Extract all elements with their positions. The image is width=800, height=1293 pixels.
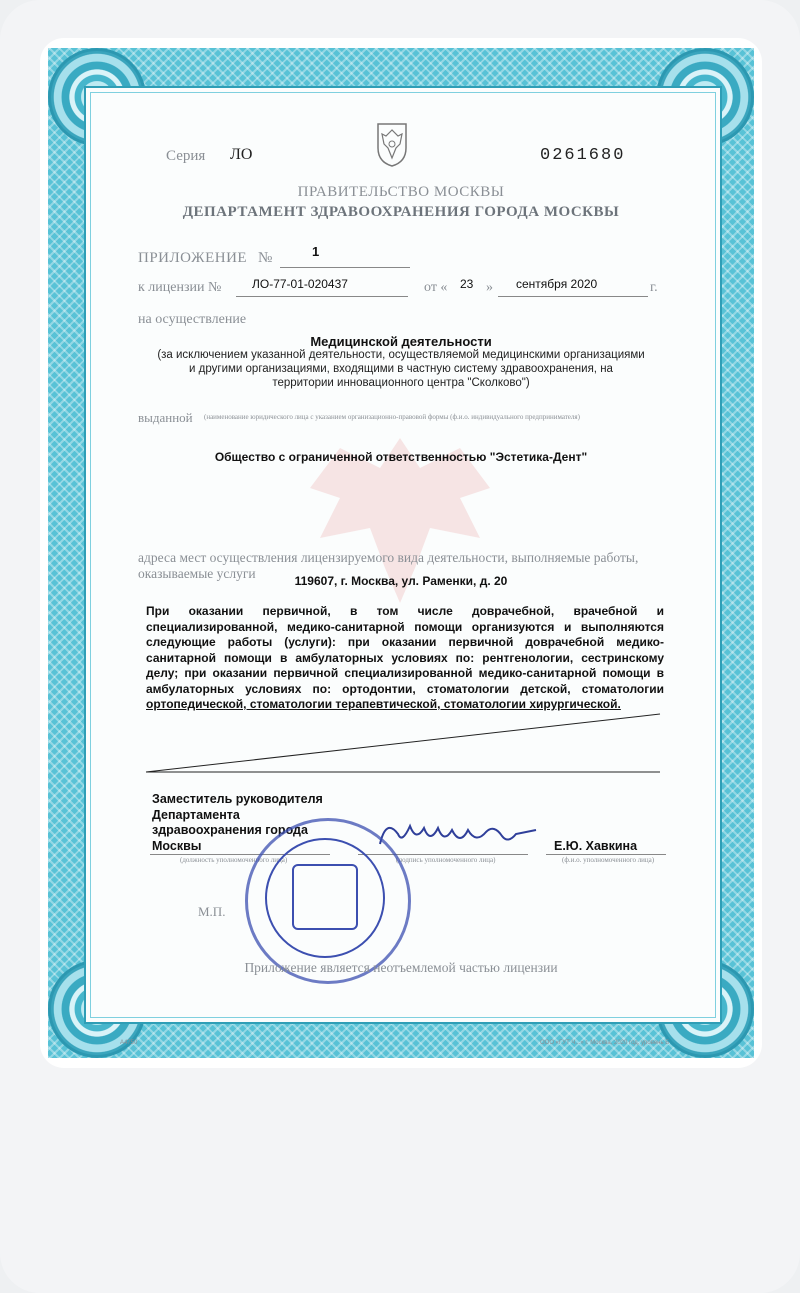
address-value: 119607, г. Москва, ул. Раменки, д. 20 [294,574,508,588]
signatory-name: Е.Ю. Хавкина [554,839,638,853]
services-line-7: ортопедической, стоматологии терапевтической, стоматологии хирургической. [146,697,621,711]
series-value: ЛО [230,146,253,163]
organization-name: Общество с ограниченной ответственностью "Эстетика-Дент" [214,450,588,464]
license-number: ЛО-77-01-020437 [252,277,348,291]
address-label-2: оказываемые услуги [138,566,256,581]
date-line [498,296,648,297]
services-line-1: При оказании первичной, в том числе доврачебной, врачебной и [146,604,664,618]
handwritten-signature [376,814,546,854]
strike-through-z-line [140,710,670,780]
annex-num-sign: № [258,250,273,266]
date-day-close: » [486,280,493,295]
services-line-6: амбулаторных условиях по: ортодонтии, стоматологии детской, стоматологии [146,681,664,696]
services-line-5: делу; при оказании первичной специализированной медико-санитарной помощи в [146,666,664,680]
coat-of-arms-icon [374,122,410,168]
services-line-2: специализированной, медико-санитарной помощи организуются и выполняются [146,619,664,634]
position-line-4: Москвы [152,838,202,853]
stamp-place-label: М.П. [198,904,226,919]
activity-label: на осуществление [138,312,247,327]
position-line-3: здравоохранения города [152,823,308,837]
activity-desc-2: и другими организациями, входящими в частную систему здравоохранения, на [189,363,613,375]
government-title: ПРАВИТЕЛЬСТВО МОСКВЫ [297,184,505,200]
annex-number: 1 [312,244,320,259]
activity-title: Медицинской деятельности [310,334,492,349]
hint-position: (должность уполномоченного лица) [180,856,288,864]
form-number: 0261680 [540,146,626,165]
issued-label: выданной [138,410,193,425]
activity-desc-3: территории инновационного центра "Сколково") [272,377,530,389]
name-line [546,854,666,855]
position-line-2: Департамента [152,807,240,822]
position-line-1: Заместитель руководителя [152,792,323,806]
footer-note: Приложение является неотъемлемой частью лицензии [244,960,558,975]
services-line-4: санитарной помощи в амбулаторных условиях по: рентгенологии, сестринскому [146,650,664,665]
services-line-3: следующие работы (услуги): при оказании первичной доврачебной медико- [146,635,664,649]
date-day: 23 [460,277,474,291]
activity-desc-1: (за исключением указанной деятельности, осуществляемой медицинскими организациями [157,349,645,361]
date-from-label: от « [424,280,448,295]
moscow-coat-of-arms-icon [292,864,358,930]
annex-number-line [280,267,410,268]
issued-hint: (наименование юридического лица с указанием организационно-правовой формы (ф.и.о. индивидуального предпринимателя) [204,413,580,421]
hint-name: (ф.и.о. уполномоченного лица) [562,856,655,864]
footer-left-code: А4750 [120,1040,138,1046]
annex-label: ПРИЛОЖЕНИЕ [138,250,248,266]
date-month-year: сентября 2020 [516,277,598,291]
services-text [146,604,664,713]
hint-signature: (подпись уполномоченного лица) [396,856,496,864]
year-suffix: г. [650,280,658,295]
footer-right-code: ООО «ГУТ Ч...» г. Москва, 2020 год, уровень Б [540,1040,670,1046]
license-annex-document [40,38,762,1068]
license-label: к лицензии № [138,280,222,295]
address-label-1: адреса мест осуществления лицензируемого вида деятельности, выполняемые работы, [138,550,639,565]
department-title: ДЕПАРТАМЕНТ ЗДРАВООХРАНЕНИЯ ГОРОДА МОСКВЫ [182,204,620,220]
series-label: Серия [166,148,206,164]
license-number-line [236,296,408,297]
